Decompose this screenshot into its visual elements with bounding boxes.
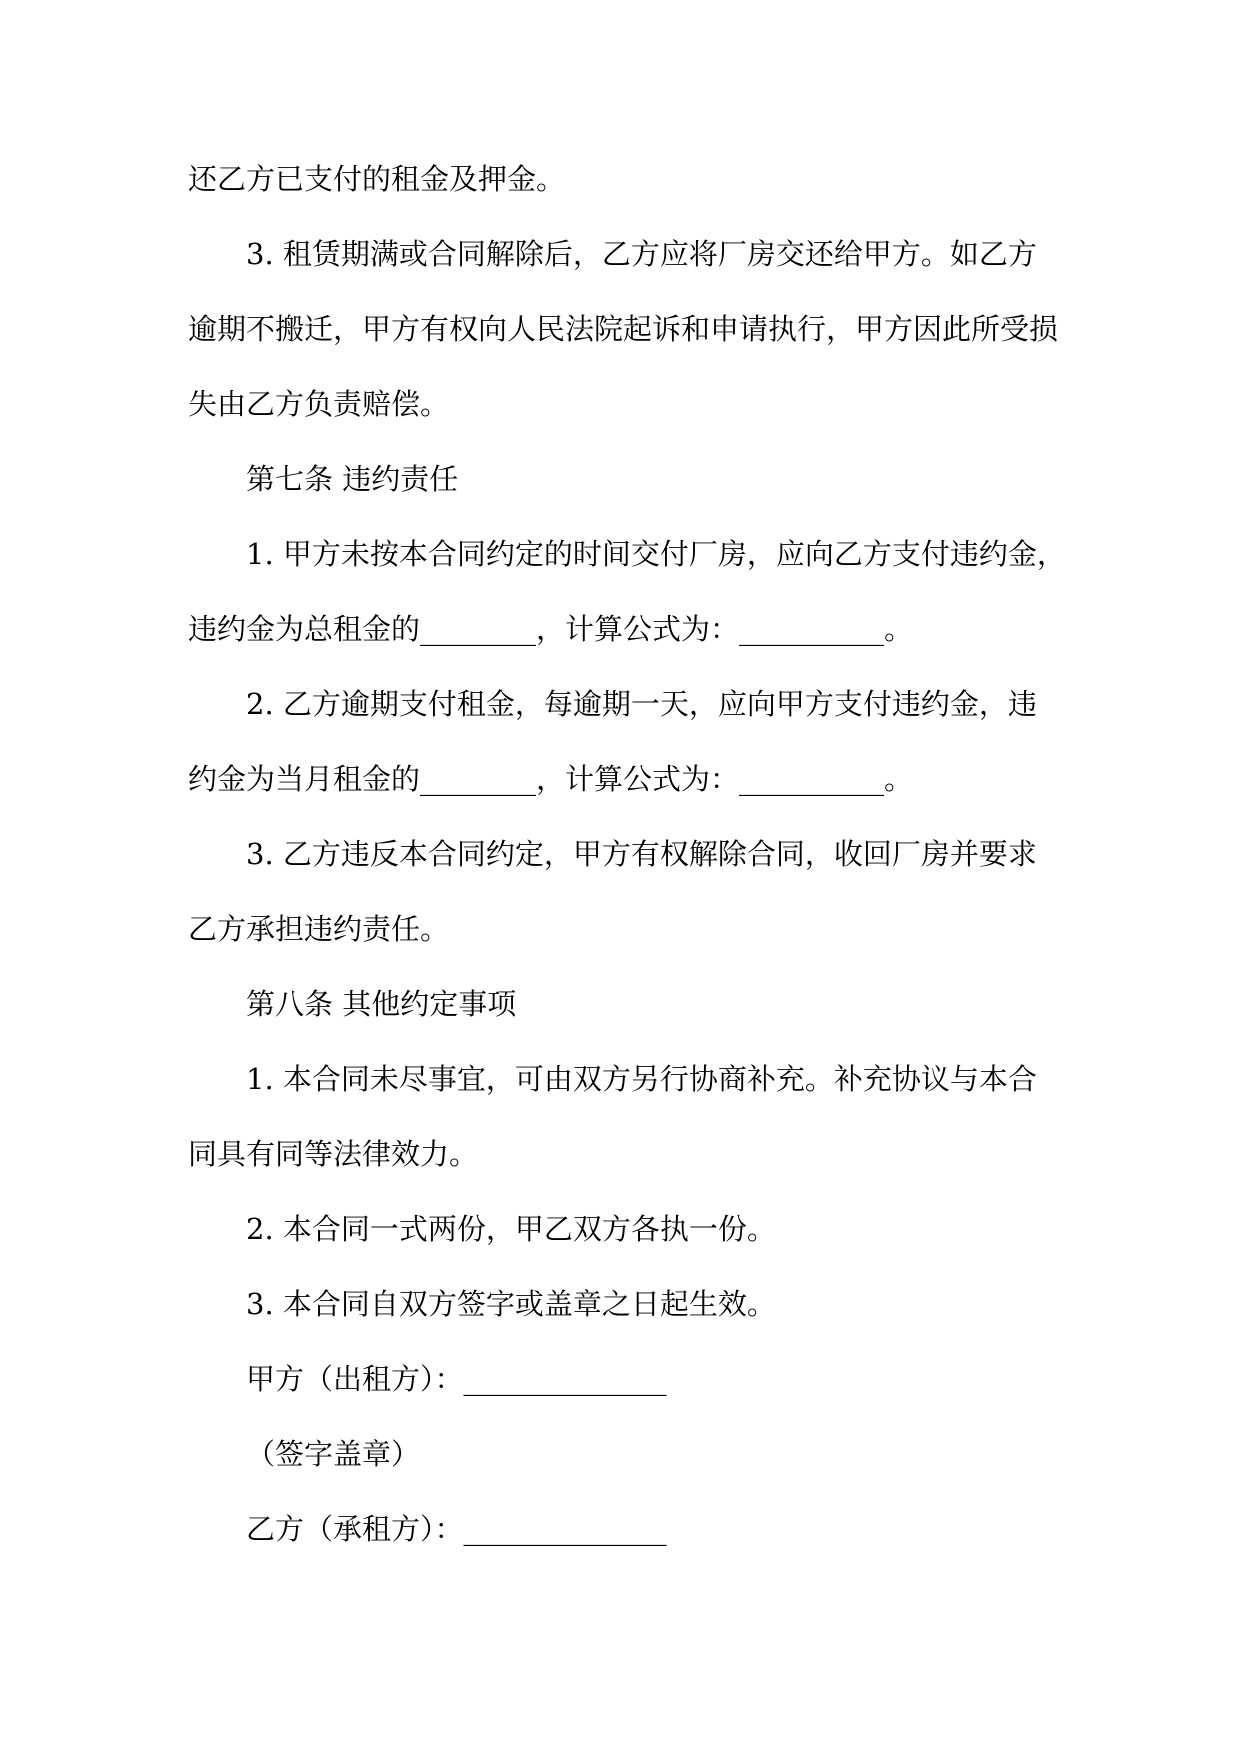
article-8-heading: 第八条 其他约定事项 xyxy=(246,987,517,1021)
text-line-11: 乙方承担违约责任。 xyxy=(188,912,450,946)
text-line-9: 约金为当月租金的________，计算公式为：__________。 xyxy=(188,762,914,796)
text-line-2: 3. 租赁期满或合同解除后，乙方应将厂房交还给甲方。如乙方 xyxy=(246,237,1037,271)
contract-text xyxy=(188,142,1068,1567)
party-b-signature-line: 乙方（承租方）：______________ xyxy=(246,1512,667,1546)
text-line-14: 同具有同等法律效力。 xyxy=(188,1137,479,1171)
text-line-8: 2. 乙方逾期支付租金，每逾期一天，应向甲方支付违约金，违 xyxy=(246,687,1037,721)
text-line-1: 还乙方已支付的租金及押金。 xyxy=(188,162,566,196)
text-line-10: 3. 乙方违反本合同约定，甲方有权解除合同，收回厂房并要求 xyxy=(246,837,1037,871)
signature-seal-note: （签字盖章） xyxy=(246,1437,421,1471)
article-7-heading: 第七条 违约责任 xyxy=(246,462,459,496)
party-a-signature-line: 甲方（出租方）：______________ xyxy=(246,1362,667,1396)
text-line-15: 2. 本合同一式两份，甲乙双方各执一份。 xyxy=(246,1212,776,1246)
text-line-13: 1. 本合同未尽事宜，可由双方另行协商补充。补充协议与本合 xyxy=(246,1062,1037,1096)
text-line-16: 3. 本合同自双方签字或盖章之日起生效。 xyxy=(246,1287,776,1321)
text-line-4: 失由乙方负责赔偿。 xyxy=(188,387,450,421)
text-line-7: 违约金为总租金的________，计算公式为：__________。 xyxy=(188,612,914,646)
text-line-3: 逾期不搬迁，甲方有权向人民法院起诉和申请执行，甲方因此所受损 xyxy=(188,312,1059,346)
text-line-6: 1. 甲方未按本合同约定的时间交付厂房，应向乙方支付违约金， xyxy=(246,537,1066,571)
